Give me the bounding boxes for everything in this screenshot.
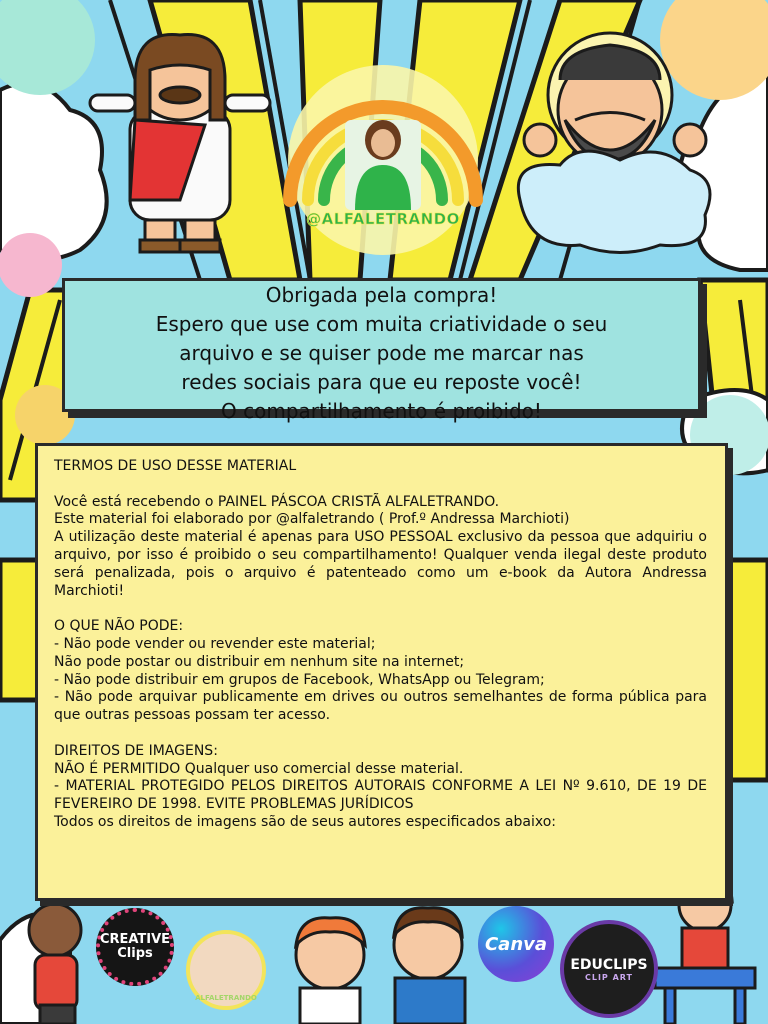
logo-handle: @ALFALETRANDO <box>306 210 460 228</box>
banner-line: Obrigada pela compra! <box>265 283 498 307</box>
rights-item: NÃO É PERMITIDO Qualquer uso comercial desse material. <box>54 760 464 777</box>
cannot-item: - Não pode arquivar publicamente em drives ou outros semelhantes de forma pública para que outras pessoas possam ter acesso. <box>54 689 707 724</box>
banner-line: Espero que use com muita criatividade o seu <box>155 312 608 336</box>
cannot-title: O QUE NÃO PODE: <box>54 618 184 635</box>
rights-title: DIREITOS DE IMAGENS: <box>54 742 218 759</box>
cannot-item: - Não pode vender ou revender este material; <box>54 635 376 652</box>
terms-title: TERMOS DE USO DESSE MATERIAL <box>54 458 297 474</box>
educlips-name: EDUCLIPS <box>570 956 648 973</box>
terms-paragraph: A utilização deste material é apenas para USO PESSOAL exclusivo da pessoa que adquiriu o arquivo, por isso é proibido o seu compartilhamento! Qualquer venda ilegal deste produto será penalizada, pois o arquivo é patenteado como um e-book da Autora Andressa Marchioti! <box>54 529 707 599</box>
terms-of-use-box <box>35 443 728 901</box>
rights-item: Todos os direitos de imagens são de seus autores especificados abaixo: <box>54 813 556 830</box>
banner-line: redes sociais para que eu reposte você! <box>181 370 582 394</box>
rights-item: - MATERIAL PROTEGIDO PELOS DIREITOS AUTORAIS CONFORME A LEI Nº 9.610, DE 19 DE FEVEREIRO DE 1998. EVITE PROBLEMAS JURÍDICOS <box>54 778 707 813</box>
banner-line: arquivo e se quiser pode me marcar nas <box>179 341 584 365</box>
creative-clips-logo: CREATIVE Clips <box>96 908 174 986</box>
author-photo-badge <box>186 930 266 1010</box>
thank-you-banner <box>62 278 701 423</box>
canva-logo: Canva <box>478 906 554 982</box>
educlips-sub: CLIP ART <box>584 972 634 982</box>
educlips-logo <box>560 920 658 1018</box>
cannot-item: - Não pode distribuir em grupos de Facebook, WhatsApp ou Telegram; <box>54 671 545 688</box>
cannot-item: Não pode postar ou distribuir em nenhum site na internet; <box>54 653 465 670</box>
banner-line: O compartilhamento é proibido! <box>221 399 542 423</box>
photo-caption: ALFALETRANDO <box>195 994 257 1002</box>
terms-paragraph: Este material foi elaborado por @alfaletrando ( Prof.º Andressa Marchioti) <box>54 511 570 528</box>
terms-paragraph: Você está recebendo o PAINEL PÁSCOA CRISTÃ ALFALETRANDO. <box>54 493 500 510</box>
